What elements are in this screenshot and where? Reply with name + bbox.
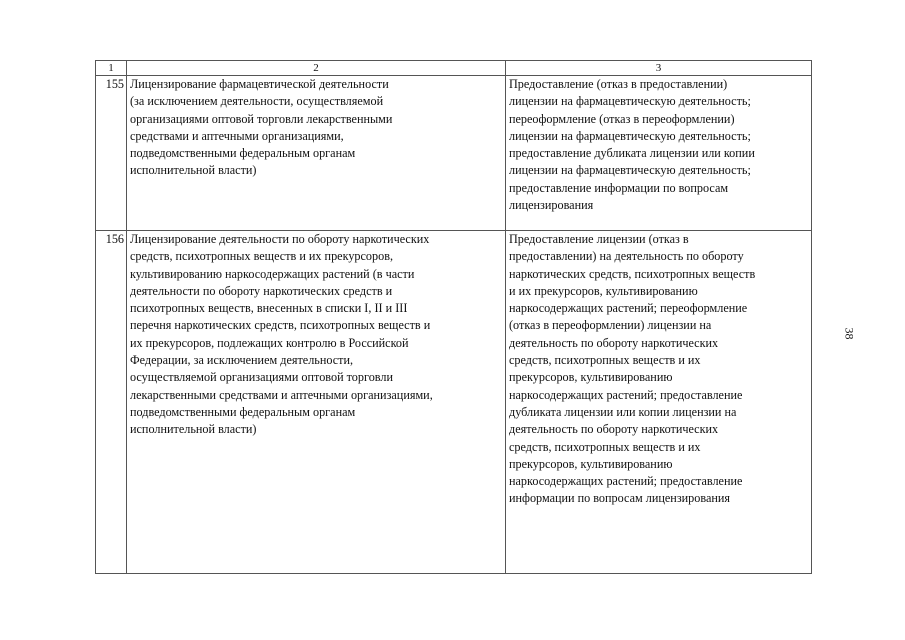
text-line: предоставление информации по вопросам	[509, 180, 729, 195]
text-line: Федерации, за исключением деятельности,	[130, 353, 354, 368]
table-header-row	[96, 61, 812, 76]
text-line: организациями оптовой торговли лекарственными	[130, 111, 393, 126]
text-line: психотропных веществ, внесенных в списки I, II и III	[130, 301, 408, 316]
text-line: наркосодержащих растений; предоставление	[509, 387, 743, 402]
text-line: лекарственными средствами и аптечными организациями,	[130, 387, 433, 402]
activity-cell	[127, 231, 506, 574]
table-row	[96, 76, 812, 231]
text-line: прекурсоров, культивированию	[509, 370, 673, 385]
text-line: перечня наркотических средств, психотропных веществ и	[130, 318, 431, 333]
text-line: Лицензирование деятельности по обороту наркотических	[130, 232, 430, 246]
text-line: наркосодержащих растений; предоставление	[509, 474, 743, 489]
header-cell-1: 1	[96, 61, 127, 76]
activity-cell	[127, 76, 506, 231]
text-line: средств, психотропных веществ и их	[509, 353, 701, 368]
text-line: исполнительной власти)	[130, 422, 257, 437]
text-line: подведомственными федеральным органам	[130, 404, 356, 419]
text-line: деятельности по обороту наркотических средств и	[130, 283, 393, 298]
text-line: их прекурсоров, подлежащих контролю в Российской	[130, 335, 409, 350]
text-line: подведомственными федеральным органам	[130, 146, 356, 161]
text-line: переоформление (отказ в переоформлении)	[509, 111, 735, 126]
text-line: (отказ в переоформлении) лицензии на	[509, 318, 712, 333]
text-line: Предоставление (отказ в предоставлении)	[509, 77, 728, 91]
text-line: и их прекурсоров, культивированию	[509, 283, 698, 298]
text-line: средств, психотропных веществ и их прекурсоров,	[130, 249, 394, 264]
text-line: предоставлении) на деятельность по обороту	[509, 249, 744, 264]
text-line: лицензирования	[509, 198, 594, 213]
text-line: лицензии на фармацевтическую деятельность;	[509, 94, 751, 109]
row-number: 156	[96, 231, 127, 574]
text-line: средств, психотропных веществ и их	[509, 439, 701, 454]
services-table	[95, 60, 812, 574]
text-line: культивированию наркосодержащих растений (в части	[130, 266, 415, 281]
row-number: 155	[96, 76, 127, 231]
header-cell-3: 3	[506, 61, 812, 76]
text-line: лицензии на фармацевтическую деятельность;	[509, 163, 751, 178]
text-line: прекурсоров, культивированию	[509, 456, 673, 471]
text-line: Лицензирование фармацевтической деятельности	[130, 77, 389, 91]
text-line: лицензии на фармацевтическую деятельность;	[509, 128, 751, 143]
text-line: наркотических средств, психотропных веществ	[509, 266, 756, 281]
text-line: наркосодержащих растений; переоформление	[509, 301, 748, 316]
table-row	[96, 231, 812, 574]
text-line: дубликата лицензии или копии лицензии на	[509, 404, 737, 419]
text-line: осуществляемой организациями оптовой торговли	[130, 370, 393, 385]
text-line: предоставление дубликата лицензии или копии	[509, 146, 755, 161]
service-cell	[506, 76, 812, 231]
text-line: Предоставление лицензии (отказ в	[509, 232, 689, 246]
text-line: (за исключением деятельности, осуществляемой	[130, 94, 384, 109]
service-cell	[506, 231, 812, 574]
text-line: деятельность по обороту наркотических	[509, 335, 719, 350]
page-number: 38	[842, 327, 857, 340]
text-line: средствами и аптечными организациями,	[130, 128, 344, 143]
text-line: деятельность по обороту наркотических	[509, 422, 719, 437]
text-line: информации по вопросам лицензирования	[509, 491, 730, 506]
header-cell-2: 2	[127, 61, 506, 76]
text-line: исполнительной власти)	[130, 163, 257, 178]
